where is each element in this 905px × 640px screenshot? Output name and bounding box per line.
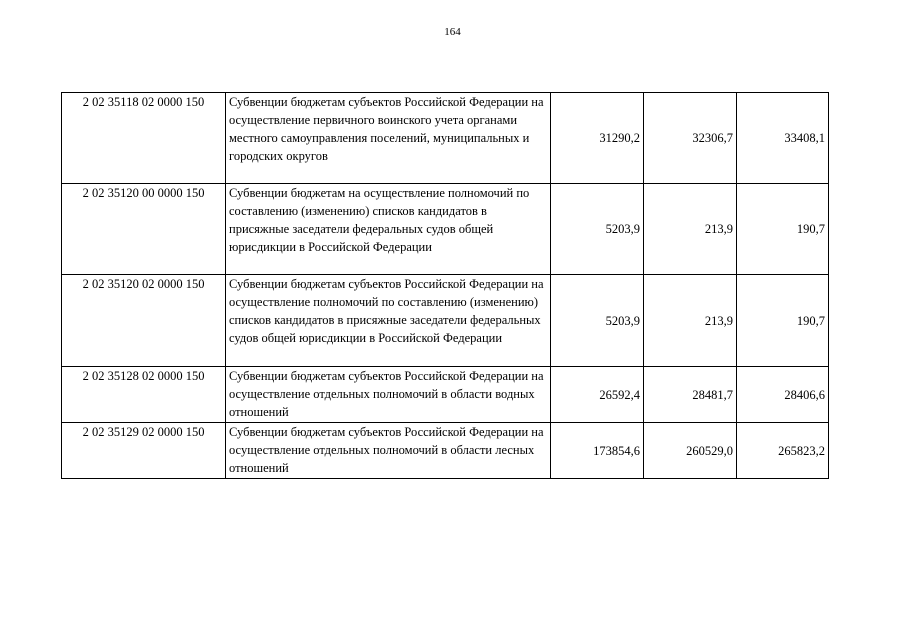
amount-year-1: 173854,6	[551, 423, 644, 479]
budget-item-name: Субвенции бюджетам субъектов Российской Федерации на осуществление отдельных полномочий в области водных отношений	[226, 367, 551, 423]
budget-code: 2 02 35128 02 0000 150	[62, 367, 226, 423]
amount-year-3: 33408,1	[737, 93, 829, 184]
page-number: 164	[444, 26, 461, 38]
table-row	[62, 184, 829, 275]
budget-code: 2 02 35118 02 0000 150	[62, 93, 226, 184]
amount-year-2: 260529,0	[644, 423, 737, 479]
amount-year-2: 28481,7	[644, 367, 737, 423]
table-row	[62, 93, 829, 184]
amount-year-3: 190,7	[737, 275, 829, 367]
amount-year-1: 5203,9	[551, 275, 644, 367]
budget-item-name: Субвенции бюджетам субъектов Российской Федерации на осуществление полномочий по составлению (изменению) списков кандидатов в присяжные заседатели федеральных судов общей юрисдикции в Российской Федерации	[226, 275, 551, 367]
table-row	[62, 423, 829, 479]
amount-year-1: 31290,2	[551, 93, 644, 184]
budget-item-name: Субвенции бюджетам субъектов Российской Федерации на осуществление отдельных полномочий в области лесных отношений	[226, 423, 551, 479]
amount-year-1: 5203,9	[551, 184, 644, 275]
amount-year-3: 28406,6	[737, 367, 829, 423]
amount-year-1: 26592,4	[551, 367, 644, 423]
amount-year-3: 190,7	[737, 184, 829, 275]
budget-item-name: Субвенции бюджетам на осуществление полномочий по составлению (изменению) списков кандидатов в присяжные заседатели федеральных судов общей юрисдикции в Российской Федерации	[226, 184, 551, 275]
budget-code: 2 02 35120 02 0000 150	[62, 275, 226, 367]
budget-item-name: Субвенции бюджетам субъектов Российской Федерации на осуществление первичного воинского учета органами местного самоуправления поселений, муниципальных и городских округов	[226, 93, 551, 184]
amount-year-2: 213,9	[644, 275, 737, 367]
budget-code: 2 02 35120 00 0000 150	[62, 184, 226, 275]
amount-year-3: 265823,2	[737, 423, 829, 479]
budget-table	[61, 92, 829, 479]
table-row	[62, 275, 829, 367]
amount-year-2: 32306,7	[644, 93, 737, 184]
amount-year-2: 213,9	[644, 184, 737, 275]
table-row	[62, 367, 829, 423]
budget-code: 2 02 35129 02 0000 150	[62, 423, 226, 479]
